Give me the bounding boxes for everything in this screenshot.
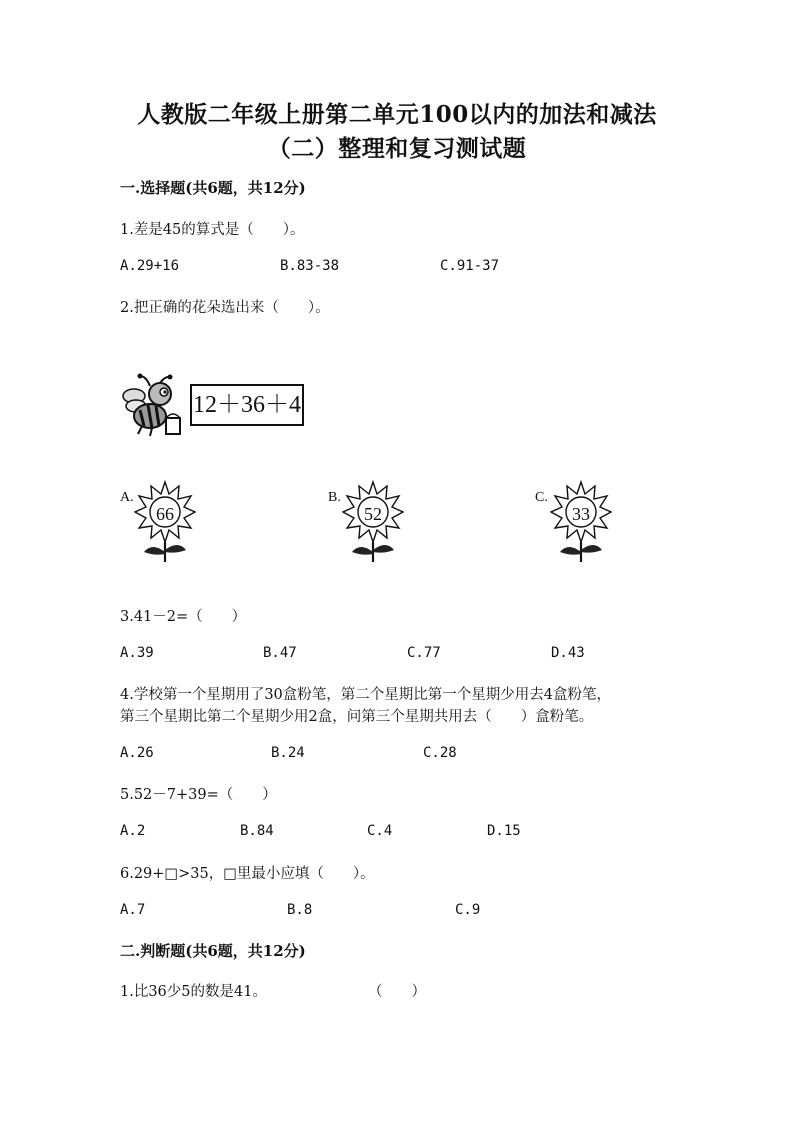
flower-number-b: 52 (364, 504, 382, 524)
expression-box: 12＋36＋4 (190, 384, 304, 426)
page-title: 人教版二年级上册第二单元100以内的加法和减法 (137, 101, 657, 128)
judgment-1: 1.比36少5的数是41。 (120, 984, 267, 1000)
q5-option-b[interactable]: B.84 (240, 823, 274, 839)
q2-option-a-flower[interactable] (134, 480, 196, 562)
q3-option-c[interactable]: C.77 (407, 645, 441, 661)
question-4-line-1: 4.学校第一个星期用了30盒粉笔，第二个星期比第一个星期少用去4盒粉笔， (120, 687, 612, 703)
question-5: 5.52－7+39=（ ） (120, 787, 277, 803)
bee-icon (120, 372, 186, 438)
q6-option-c[interactable]: C.9 (455, 902, 481, 918)
q3-option-d[interactable]: D.43 (551, 645, 585, 661)
question-4-line-2: 第三个星期比第二个星期少用2盒，问第三个星期共用去（ ）盒粉笔。 (120, 709, 594, 725)
q2-option-b-flower[interactable] (342, 480, 404, 562)
q4-option-a[interactable]: A.26 (120, 745, 154, 761)
q2-option-c-flower[interactable] (550, 480, 612, 562)
question-6: 6.29+□>35，□里最小应填（ ）。 (120, 866, 375, 882)
q1-option-a[interactable]: A.29+16 (120, 258, 180, 274)
section-heading-choice: 一.选择题(共6题，共12分) (120, 179, 306, 197)
q3-option-a[interactable]: A.39 (120, 645, 154, 661)
section-heading-judgment: 二.判断题(共6题，共12分) (120, 942, 306, 960)
page-subtitle: （二）整理和复习测试题 (267, 135, 527, 162)
q1-option-b[interactable]: B.83-38 (280, 258, 340, 274)
q2-option-b-letter: B. (328, 490, 341, 505)
q6-option-a[interactable]: A.7 (120, 902, 146, 918)
q5-option-a[interactable]: A.2 (120, 823, 146, 839)
q2-option-a-letter: A. (120, 490, 134, 505)
question-3: 3.41－2=（ ） (120, 609, 247, 625)
q3-option-b[interactable]: B.47 (263, 645, 297, 661)
q4-option-c[interactable]: C.28 (423, 745, 457, 761)
flower-number-c: 33 (572, 504, 590, 524)
judgment-1-answer-blank[interactable]: （ ） (368, 984, 426, 1000)
q4-option-b[interactable]: B.24 (271, 745, 305, 761)
q2-option-c-letter: C. (535, 490, 548, 505)
flower-number-a: 66 (156, 504, 174, 524)
q6-option-b[interactable]: B.8 (287, 902, 313, 918)
q1-option-c[interactable]: C.91-37 (440, 258, 500, 274)
question-2: 2.把正确的花朵选出来（ ）。 (120, 300, 330, 316)
q5-option-c[interactable]: C.4 (367, 823, 393, 839)
bee-expression-figure (120, 372, 314, 438)
q5-option-d[interactable]: D.15 (487, 823, 521, 839)
question-1: 1.差是45的算式是（ ）。 (120, 222, 305, 238)
